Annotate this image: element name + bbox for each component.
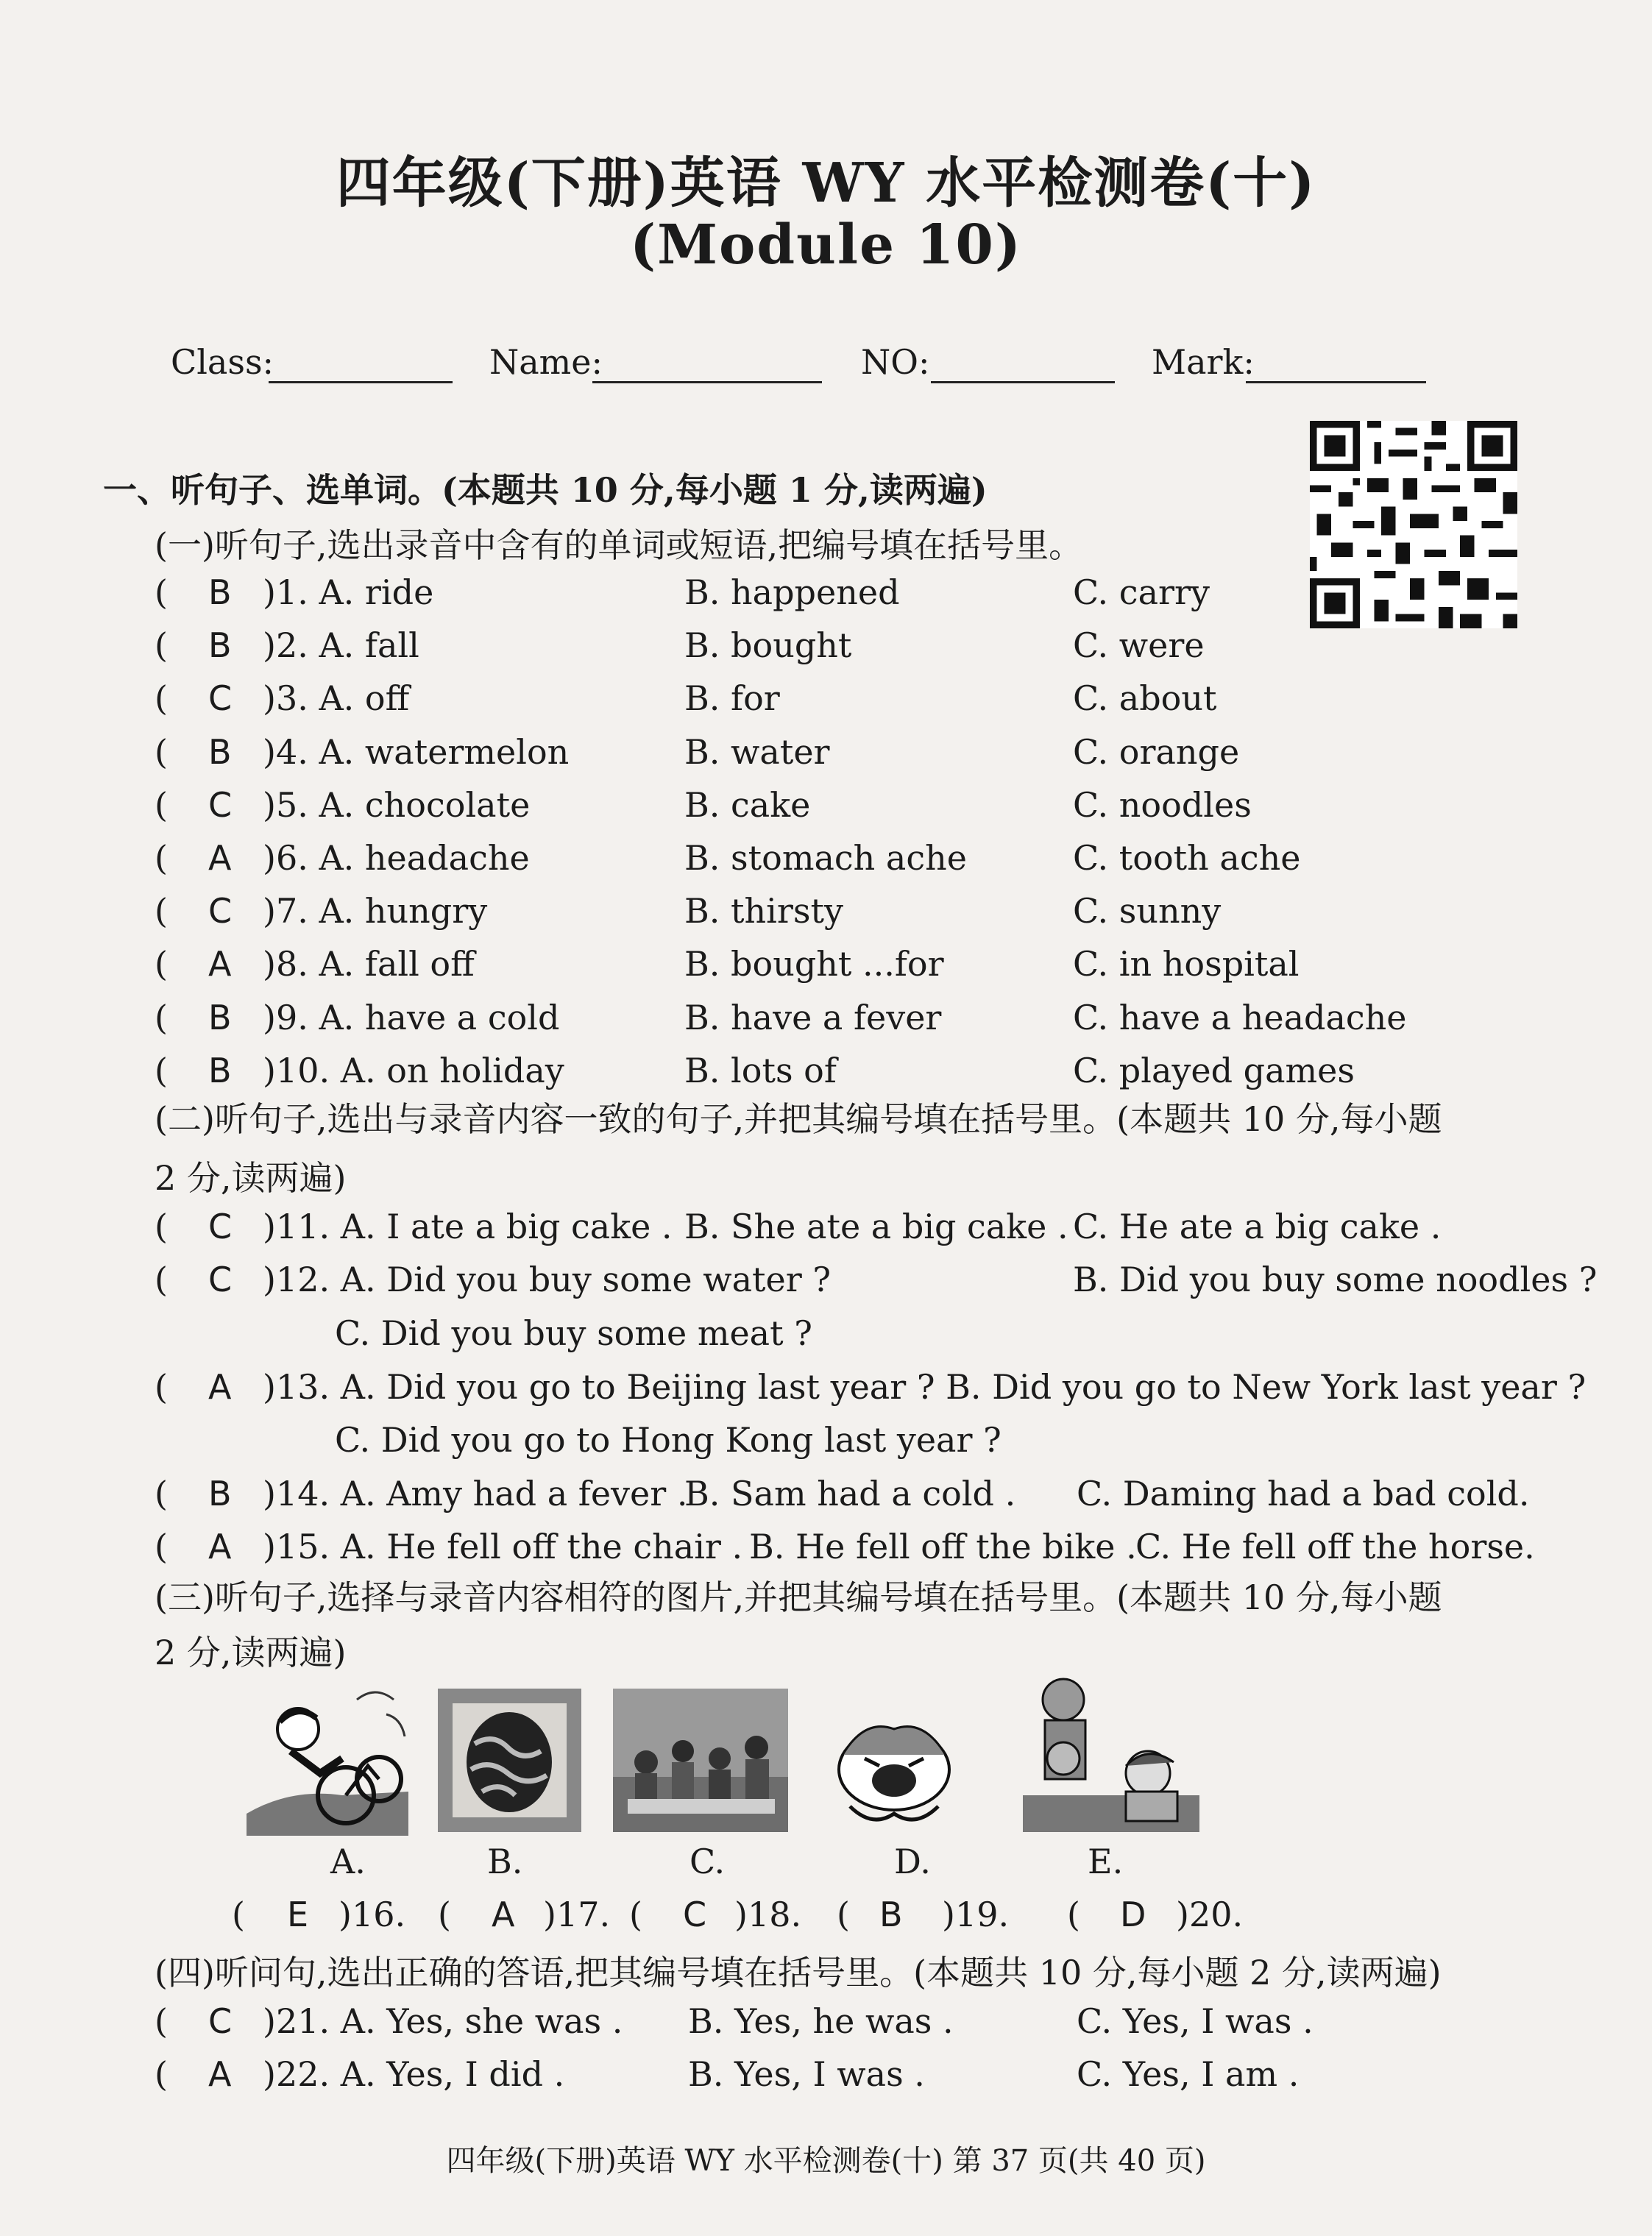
option-a: )6. A. headache bbox=[263, 838, 530, 878]
option-c: C. in hospital bbox=[1073, 944, 1300, 984]
option-b: B. bought ...for bbox=[684, 944, 944, 984]
name-field[interactable] bbox=[592, 381, 822, 383]
q22-option-b: B. Yes, I was . bbox=[688, 2054, 925, 2094]
option-b: B. thirsty bbox=[684, 891, 843, 931]
q22-option-a: )22. A. Yes, I did . bbox=[263, 2054, 565, 2094]
answer-20[interactable]: D bbox=[1120, 1895, 1146, 1934]
paren-open: ( bbox=[155, 678, 168, 718]
paren-open: ( bbox=[155, 1527, 168, 1566]
q15-option-b: B. He fell off the bike . bbox=[749, 1527, 1137, 1566]
answer-6[interactable]: A bbox=[208, 838, 232, 878]
picture-a-boy-falling-off-bike bbox=[247, 1685, 408, 1836]
option-a: )3. A. off bbox=[263, 678, 410, 718]
q21-option-c: C. Yes, I was . bbox=[1077, 2001, 1314, 2041]
paren-open: ( bbox=[155, 2054, 168, 2094]
picture-label-d: D. bbox=[894, 1842, 931, 1881]
paren-open: ( bbox=[155, 891, 168, 931]
q21-option-a: )21. A. Yes, she was . bbox=[263, 2001, 623, 2041]
paren-open: ( bbox=[155, 2001, 168, 2041]
picture-b-watermelon bbox=[438, 1689, 581, 1832]
q13-options-ab: )13. A. Did you go to Beijing last year ? B. Did you go to New York last year ? bbox=[263, 1367, 1587, 1407]
q13-option-c: C. Did you go to Hong Kong last year ? bbox=[335, 1420, 1002, 1460]
paren-open: ( bbox=[155, 1051, 168, 1090]
picture-label-c: C. bbox=[689, 1842, 726, 1881]
paren-open: ( bbox=[155, 838, 168, 878]
picture-label-b: B. bbox=[487, 1842, 523, 1881]
paren-open: ( bbox=[155, 1474, 168, 1513]
option-c: C. tooth ache bbox=[1073, 838, 1301, 878]
q14-option-c: C. Daming had a bad cold. bbox=[1077, 1474, 1530, 1513]
paren-open: ( bbox=[155, 998, 168, 1037]
paren-open: ( bbox=[155, 785, 168, 825]
paren-open: ( bbox=[155, 625, 168, 665]
option-a: )9. A. have a cold bbox=[263, 998, 560, 1037]
option-a: )5. A. chocolate bbox=[263, 785, 531, 825]
paren-open: ( bbox=[837, 1895, 850, 1934]
answer-10[interactable]: B bbox=[208, 1051, 232, 1090]
option-a: )2. A. fall bbox=[263, 625, 419, 665]
picture-c-people-party bbox=[613, 1689, 788, 1832]
paren-open: ( bbox=[155, 1367, 168, 1407]
option-a: )8. A. fall off bbox=[263, 944, 475, 984]
paren-open: ( bbox=[155, 1207, 168, 1246]
option-c: C. about bbox=[1073, 678, 1217, 718]
picture-d-crying-child bbox=[820, 1703, 968, 1832]
option-b: B. water bbox=[684, 732, 830, 772]
mark-field[interactable] bbox=[1246, 381, 1426, 383]
answer-7[interactable]: C bbox=[208, 891, 233, 931]
answer-14[interactable]: B bbox=[208, 1474, 232, 1513]
option-a: )7. A. hungry bbox=[263, 891, 488, 931]
answer-16[interactable]: E bbox=[287, 1895, 309, 1934]
section-heading: 一、听句子、选单词。(本题共 10 分,每小题 1 分,读两遍) bbox=[103, 470, 988, 510]
q15-option-a: )15. A. He fell off the chair . bbox=[263, 1527, 743, 1566]
q12-option-c: C. Did you buy some meat ? bbox=[335, 1313, 812, 1353]
q16-number: )16. bbox=[338, 1895, 406, 1934]
picture-label-a: A. bbox=[330, 1842, 366, 1881]
option-a: )10. A. on holiday bbox=[263, 1051, 564, 1090]
no-field[interactable] bbox=[931, 381, 1115, 383]
q15-option-c: C. He fell off the horse. bbox=[1135, 1527, 1535, 1566]
answer-1[interactable]: B bbox=[208, 572, 232, 612]
answer-13[interactable]: A bbox=[208, 1367, 232, 1407]
page-title: 四年级(下册)英语 WY 水平检测卷(十) bbox=[336, 152, 1316, 215]
option-b: B. have a fever bbox=[684, 998, 942, 1037]
q14-option-a: )14. A. Amy had a fever . bbox=[263, 1474, 688, 1513]
paren-open: ( bbox=[1067, 1895, 1080, 1934]
q11-option-a: )11. A. I ate a big cake . bbox=[263, 1207, 673, 1246]
option-b: B. for bbox=[684, 678, 780, 718]
option-a: )4. A. watermelon bbox=[263, 732, 570, 772]
option-c: C. orange bbox=[1073, 732, 1240, 772]
answer-5[interactable]: C bbox=[208, 785, 233, 825]
qr-code-icon bbox=[1310, 421, 1517, 628]
answer-11[interactable]: C bbox=[208, 1207, 233, 1246]
option-c: C. played games bbox=[1073, 1051, 1355, 1090]
part4-instruction: (四)听问句,选出正确的答语,把其编号填在括号里。(本题共 10 分,每小题 2 分,读两遍) bbox=[155, 1953, 1442, 1992]
q21-option-b: B. Yes, he was . bbox=[688, 2001, 954, 2041]
option-c: C. sunny bbox=[1073, 891, 1222, 931]
q22-option-c: C. Yes, I am . bbox=[1077, 2054, 1300, 2094]
part2-instruction: (二)听句子,选出与录音内容一致的句子,并把其编号填在括号里。(本题共 10 分,每小题 bbox=[155, 1099, 1442, 1139]
option-c: C. were bbox=[1073, 625, 1205, 665]
paren-open: ( bbox=[629, 1895, 642, 1934]
q19-number: )19. bbox=[942, 1895, 1010, 1934]
answer-12[interactable]: C bbox=[208, 1260, 233, 1299]
picture-e-family-visit bbox=[1023, 1670, 1199, 1832]
q12-option-b: B. Did you buy some noodles ? bbox=[1073, 1260, 1598, 1299]
paren-open: ( bbox=[155, 944, 168, 984]
answer-22[interactable]: A bbox=[208, 2054, 232, 2094]
name-label: Name: bbox=[489, 342, 603, 382]
paren-open: ( bbox=[155, 1260, 168, 1299]
class-field[interactable] bbox=[269, 381, 453, 383]
paren-open: ( bbox=[232, 1895, 245, 1934]
option-b: B. happened bbox=[684, 572, 900, 612]
answer-18[interactable]: C bbox=[683, 1895, 707, 1934]
q14-option-b: B. Sam had a cold . bbox=[684, 1474, 1016, 1513]
paren-open: ( bbox=[438, 1895, 451, 1934]
part3-instruction: (三)听句子,选择与录音内容相符的图片,并把其编号填在括号里。(本题共 10 分,每小题 bbox=[155, 1577, 1442, 1617]
option-b: B. cake bbox=[684, 785, 811, 825]
part2-instruction-cont: 2 分,读两遍) bbox=[155, 1158, 347, 1198]
answer-21[interactable]: C bbox=[208, 2001, 233, 2041]
option-c: C. carry bbox=[1073, 572, 1210, 612]
q12-option-a: )12. A. Did you buy some water ? bbox=[263, 1260, 832, 1299]
option-b: B. bought bbox=[684, 625, 852, 665]
paren-open: ( bbox=[155, 572, 168, 612]
picture-label-e: E. bbox=[1088, 1842, 1124, 1881]
answer-15[interactable]: A bbox=[208, 1527, 232, 1566]
part3-instruction-cont: 2 分,读两遍) bbox=[155, 1633, 347, 1672]
mark-label: Mark: bbox=[1152, 342, 1255, 382]
answer-2[interactable]: B bbox=[208, 625, 232, 665]
part1-instruction: (一)听句子,选出录音中含有的单词或短语,把编号填在括号里。 bbox=[155, 525, 1083, 565]
q18-number: )18. bbox=[734, 1895, 802, 1934]
option-c: C. noodles bbox=[1073, 785, 1252, 825]
answer-8[interactable]: A bbox=[208, 944, 232, 984]
option-b: B. stomach ache bbox=[684, 838, 967, 878]
class-label: Class: bbox=[171, 342, 274, 382]
answer-9[interactable]: B bbox=[208, 998, 232, 1037]
answer-3[interactable]: C bbox=[208, 678, 233, 718]
option-c: C. have a headache bbox=[1073, 998, 1407, 1037]
answer-17[interactable]: A bbox=[492, 1895, 515, 1934]
no-label: NO: bbox=[861, 342, 930, 382]
q11-option-b: B. She ate a big cake . bbox=[684, 1207, 1068, 1246]
answer-4[interactable]: B bbox=[208, 732, 232, 772]
page-subtitle: (Module 10) bbox=[630, 213, 1022, 277]
option-b: B. lots of bbox=[684, 1051, 837, 1090]
answer-19[interactable]: B bbox=[879, 1895, 903, 1934]
option-a: )1. A. ride bbox=[263, 572, 434, 612]
page-footer: 四年级(下册)英语 WY 水平检测卷(十) 第 37 页(共 40 页) bbox=[446, 2144, 1206, 2178]
q17-number: )17. bbox=[543, 1895, 611, 1934]
q11-option-c: C. He ate a big cake . bbox=[1073, 1207, 1442, 1246]
q20-number: )20. bbox=[1176, 1895, 1244, 1934]
paren-open: ( bbox=[155, 732, 168, 772]
